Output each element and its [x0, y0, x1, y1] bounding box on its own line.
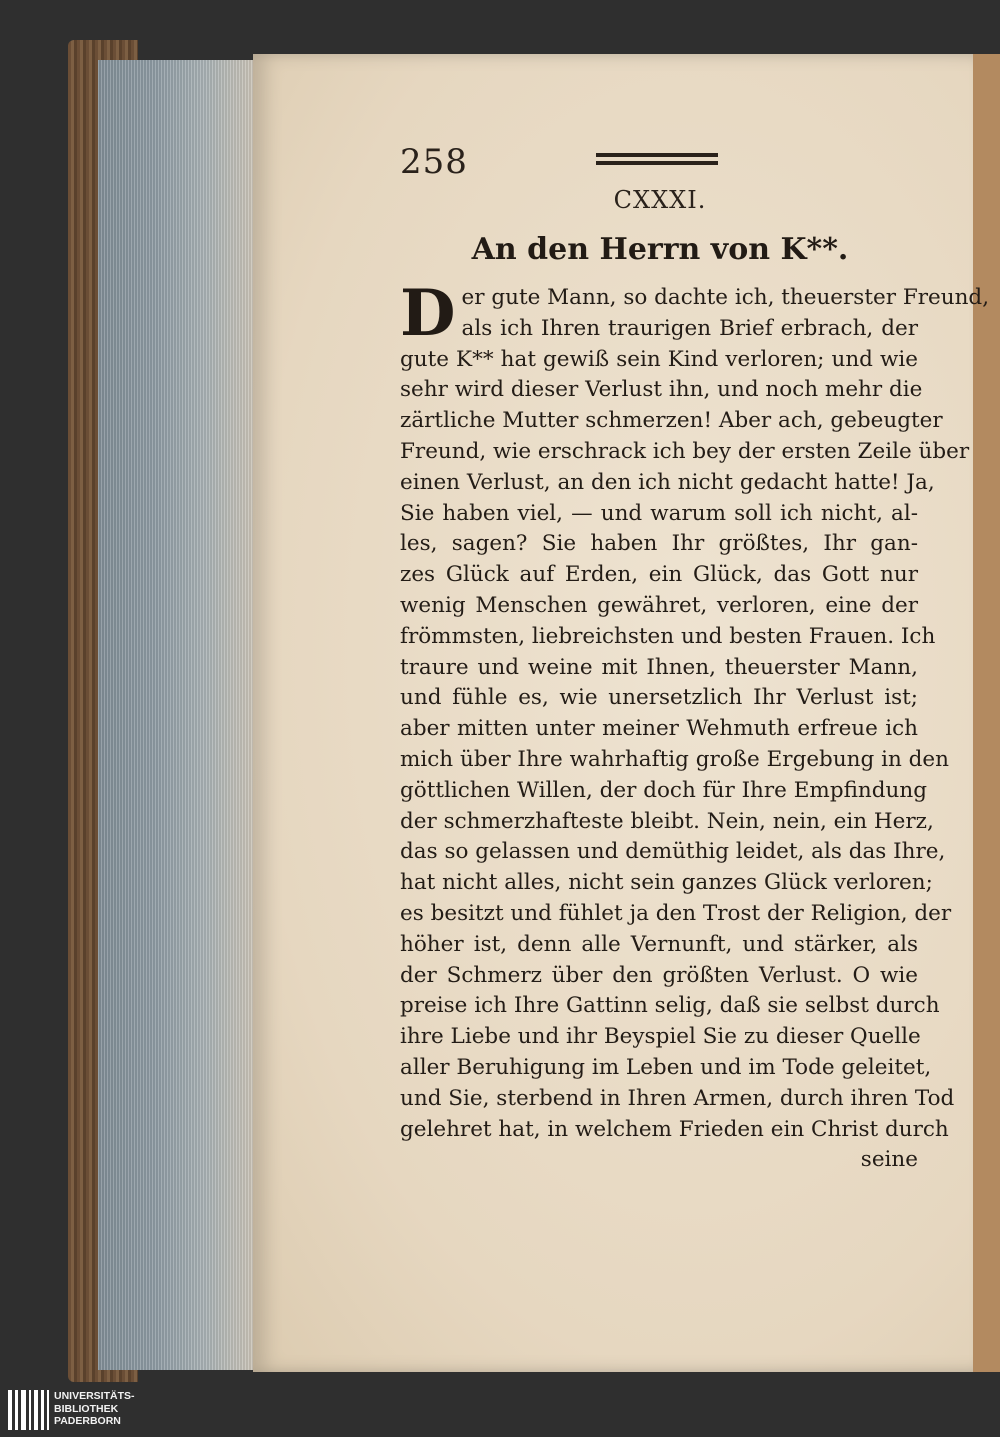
text-line: zärtliche Mutter schmerzen! Aber ach, gebeugter [400, 408, 943, 434]
text-line: gute K** hat gewiß sein Kind verloren; und wie [400, 346, 918, 372]
text-line: als ich Ihren traurigen Brief erbrach, der [461, 315, 918, 341]
text-line: mich über Ihre wahrhaftig große Ergebung in den [400, 746, 949, 772]
text-line: wenig Menschen gewähret, verloren, eine der [400, 592, 918, 618]
library-logo [8, 1390, 168, 1430]
library-logo-text [54, 1390, 135, 1428]
drop-cap: D [400, 276, 456, 351]
text-line: göttlichen Willen, der doch für Ihre Empfindung [400, 777, 927, 803]
text-line: aller Beruhigung im Leben und im Tode geleitet, [400, 1054, 932, 1080]
text-line: ihre Liebe und ihr Beyspiel Sie zu dieser Quelle [400, 1024, 921, 1050]
text-line: Freund, wie erschrack ich bey der ersten Zeile über [400, 438, 970, 464]
library-logo-line: BIBLIOTHEK [54, 1402, 119, 1415]
text-line: sehr wird dieser Verlust ihn, und noch mehr die [400, 377, 923, 403]
text-line: traure und weine mit Ihnen, theuerster Mann, [400, 654, 918, 680]
letter-number: CXXXI. [613, 186, 707, 214]
letter-body [400, 276, 990, 1176]
facing-page-edge [973, 54, 1000, 1372]
text-line: höher ist, denn alle Vernunft, und stärker, als [400, 931, 918, 957]
page-number: 258 [400, 142, 468, 182]
double-rule [596, 153, 718, 157]
library-logo-line: PADERBORN [54, 1415, 121, 1427]
text-line: der schmerzhafteste bleibt. Nein, nein, ein Herz, [400, 808, 934, 834]
text-line: hat nicht alles, nicht sein ganzes Glück verloren; [400, 870, 933, 896]
text-line: der Schmerz über den größten Verlust. O wie [400, 962, 918, 988]
text-line: les, sagen? Sie haben Ihr größtes, Ihr gan- [400, 531, 918, 557]
text-line-content: er gute Mann, so dachte ich, theuerster Freund, [461, 285, 990, 310]
text-line: aber mitten unter meiner Wehmuth erfreue ich [400, 716, 918, 742]
text-line: das so gelassen und demüthig leidet, als das Ihre, [400, 839, 946, 865]
letter-title: An den Herrn von K**. [471, 232, 849, 267]
library-logo-icon [8, 1390, 52, 1430]
text-line: gelehret hat, in welchem Frieden ein Christ durch [400, 1116, 949, 1142]
text-line: Sie haben viel, — und warum soll ich nicht, al- [400, 500, 918, 526]
text-line: es besitzt und fühlet ja den Trost der Religion, der [400, 900, 952, 926]
text-line: frömmsten, liebreichsten und besten Frauen. Ich [400, 623, 936, 649]
library-logo-line: UNIVERSITÄTS- [54, 1390, 135, 1402]
text-line: einen Verlust, an den ich nicht gedacht hatte! Ja, [400, 469, 935, 495]
text-line: zes Glück auf Erden, ein Glück, das Gott nur [400, 562, 918, 588]
text-line: preise ich Ihre Gattinn selig, daß sie selbst durch [400, 993, 940, 1019]
catchword: seine [860, 1147, 918, 1173]
text-line: und Sie, sterbend in Ihren Armen, durch ihren Tod [400, 1085, 955, 1111]
text-line: und fühle es, wie unersetzlich Ihr Verlust ist; [400, 685, 918, 711]
